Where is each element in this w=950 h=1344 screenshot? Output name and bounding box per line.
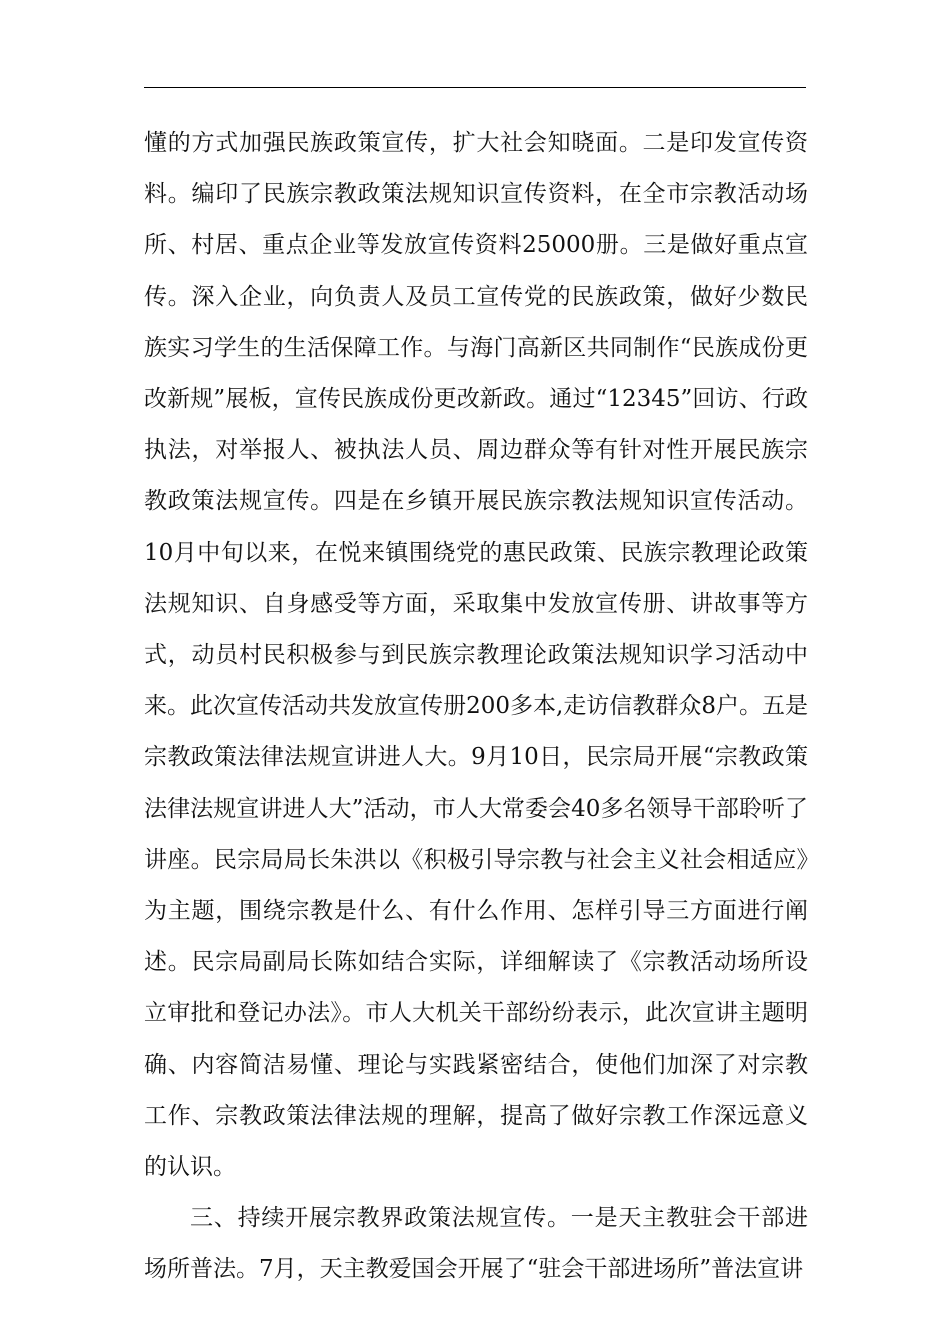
header-rule <box>144 87 806 88</box>
body-paragraph-section-three: 三、持续开展宗教界政策法规宣传。一是天主教驻会干部进场所普法。7月，天主教爱国会开展了“驻会干部进场所”普法宣讲 <box>144 1205 808 1283</box>
document-body <box>144 118 808 1296</box>
body-paragraph-continued: 懂的方式加强民族政策宣传，扩大社会知晓面。二是印发宣传资料。编印了民族宗教政策法规知识宣传资料，在全市宗教活动场所、村居、重点企业等发放宣传资料25000册。三是做好重点宣传。深入企业，向负责人及员工宣传党的民族政策，做好少数民族实习学生的生活保障工作。与海门高新区共同制作“民族成份更改新规”展板，宣传民族成份更改新政。通过“12345”回访、行政执法，对举报人、被执法人员、周边群众等有针对性开展民族宗教政策法规宣传。四是在乡镇开展民族宗教法规知识宣传活动。10月中旬以来，在悦来镇围绕党的惠民政策、民族宗教理论政策法规知识、自身感受等方面，采取集中发放宣传册、讲故事等方式，动员村民积极参与到民族宗教理论政策法规知识学习活动中来。此次宣传活动共发放宣传册200多本,走访信教群众8户。五是宗教政策法律法规宣讲进人大。9月10日，民宗局开展“宗教政策法律法规宣讲进人大”活动，市人大常委会40多名领导干部聆听了讲座。民宗局局长朱洪以《积极引导宗教与社会主义社会相适应》为主题，围绕宗教是什么、有什么作用、怎样引导三方面进行阐述。民宗局副局长陈如结合实际，详细解读了《宗教活动场所设立审批和登记办法》。市人大机关干部纷纷表示，此次宣讲主题明确、内容简洁易懂、理论与实践紧密结合，使他们加深了对宗教工作、宗教政策法律法规的理解，提高了做好宗教工作深远意义的认识。 <box>144 130 808 1181</box>
